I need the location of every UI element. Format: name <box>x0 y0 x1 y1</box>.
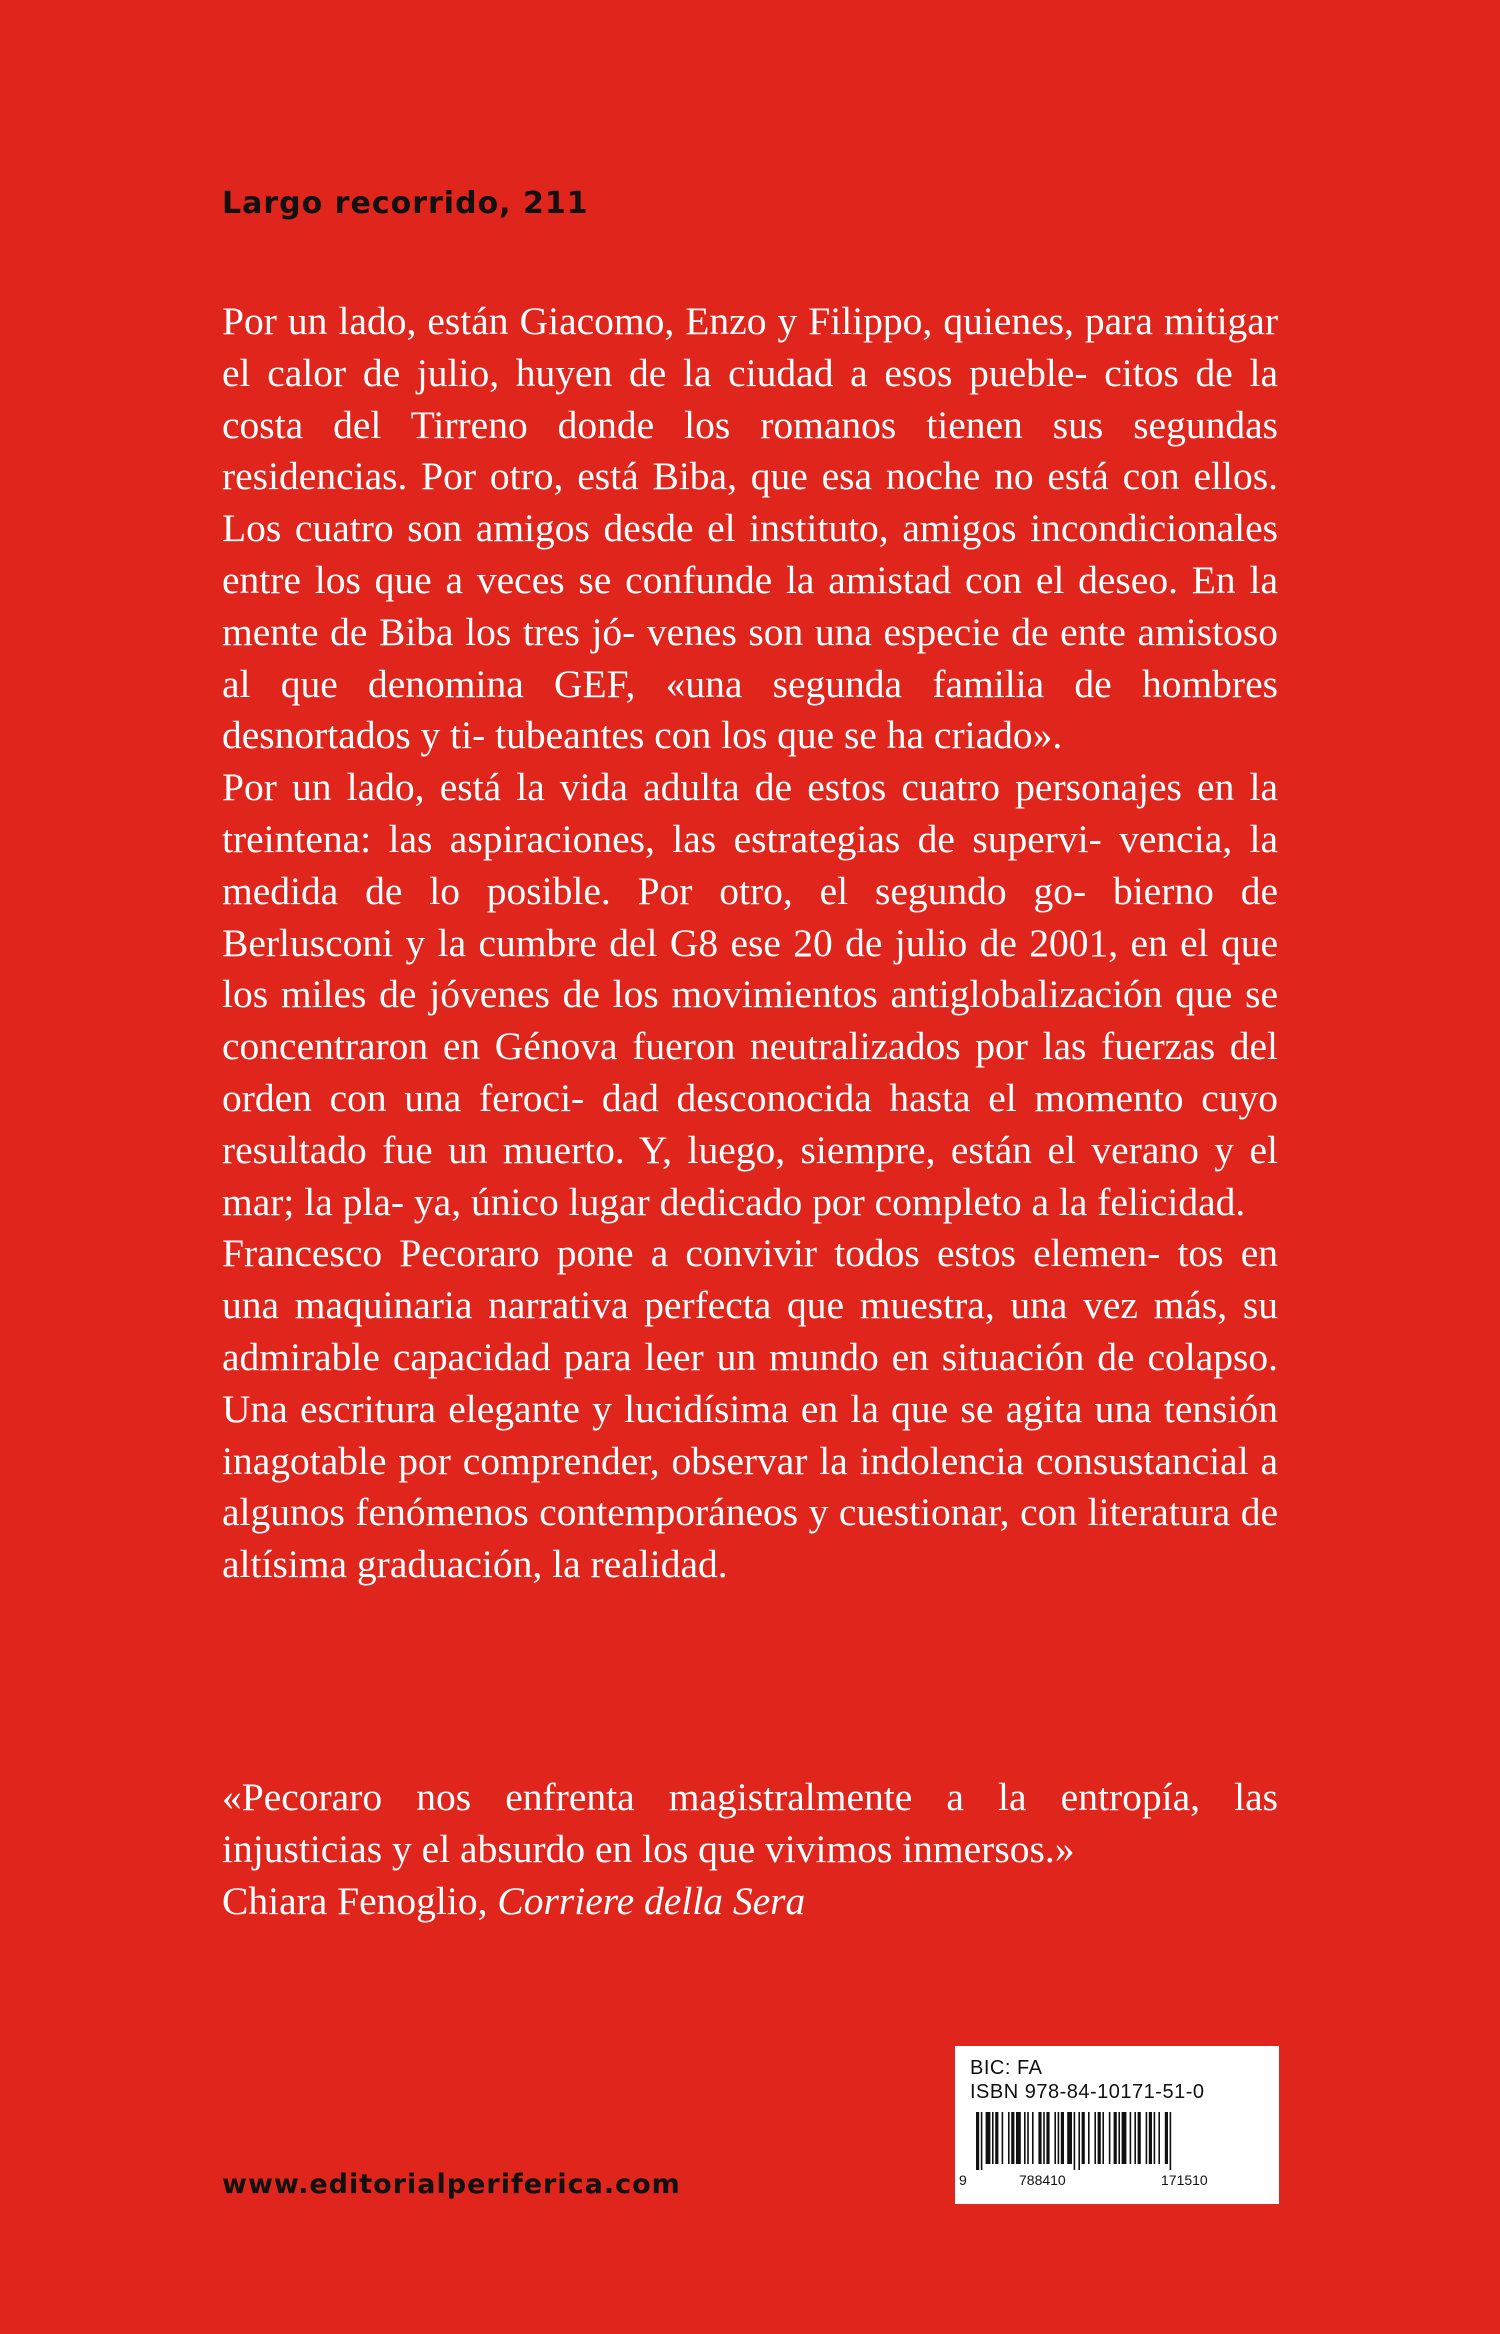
barcode-bar <box>1074 2112 1076 2170</box>
barcode-bar <box>976 2112 979 2170</box>
barcode-bar <box>1046 2112 1049 2164</box>
barcode-bar <box>1094 2112 1096 2164</box>
barcode-bar <box>1088 2112 1090 2164</box>
bic-code: BIC: FA <box>970 2057 1043 2079</box>
barcode-digit-group-1: 788410 <box>1019 2172 1066 2188</box>
synopsis-paragraph-2: Por un lado, está la vida adulta de estos cuatro personajes en la treintena: las aspiraciones, las estrategias de supervi- vencia, la medida de lo posible. Por otro, el segundo go- bierno de Berlusconi y la cumbre del G8 ese 20 de julio de 2001, en el que los miles de jóvenes de los movimientos antiglobalización que se concentraron en Génova fueron neutralizados por las fuerzas del orden con una feroci- dad desconocida hasta el momento cuyo resultado fue un muerto. Y, luego, siempre, están el verano y el mar; la pla- ya, único lugar dedicado por completo a la felicidad. <box>222 765 1278 1224</box>
barcode-bar <box>1149 2112 1152 2164</box>
barcode-bar <box>1067 2112 1072 2164</box>
barcode-digit-group-2: 171510 <box>1161 2172 1208 2188</box>
isbn-number: ISBN 978-84-10171-51-0 <box>970 2081 1205 2103</box>
barcode-digit-first: 9 <box>959 2172 967 2188</box>
barcode-bar <box>1043 2112 1045 2164</box>
barcode-bar <box>981 2112 983 2170</box>
barcode-bar <box>1038 2112 1041 2164</box>
barcode-bar <box>1118 2112 1120 2164</box>
barcode-bar <box>1024 2112 1026 2164</box>
quote-publication: Corriere della Sera <box>497 1878 806 1923</box>
barcode-bar <box>1002 2112 1004 2164</box>
barcode-bar <box>1109 2112 1111 2164</box>
barcode-bar <box>1027 2112 1029 2164</box>
barcode-bar <box>1165 2112 1168 2164</box>
quote-source <box>222 1876 1278 1928</box>
barcode-bar <box>1138 2112 1141 2164</box>
series-line: Largo recorrido, 211 <box>222 186 589 221</box>
barcode-bar <box>1054 2112 1056 2164</box>
barcode-label <box>955 2046 1279 2204</box>
synopsis-paragraph-1: Por un lado, están Giacomo, Enzo y Filippo, quienes, para mitigar el calor de julio, huyen de la ciudad a esos pueble- citos de la costa del Tirreno donde los romanos tienen sus segundas residencias. Por otro, está Biba, que esa noche no está con ellos. Los cuatro son amigos desde el instituto, amigos incondicionales entre los que a veces se confunde la amistad con el deseo. En la mente de Biba los tres jó- venes son una especie de ente amistoso al que denomina GEF, «una segunda familia de hombres desnortados y ti- tubeantes con los que se ha criado». <box>222 299 1278 758</box>
barcode-bar <box>1130 2112 1132 2164</box>
review-quote <box>222 1772 1278 1927</box>
barcode-bar <box>1008 2112 1010 2164</box>
barcode-bar <box>1134 2112 1136 2164</box>
barcode-bar <box>992 2112 994 2164</box>
barcode-bar <box>1078 2112 1080 2170</box>
barcode-bar <box>995 2112 998 2164</box>
barcode-bars <box>970 2112 1260 2170</box>
barcode-bar <box>1158 2112 1160 2164</box>
synopsis <box>222 296 1278 1591</box>
barcode-bar <box>1011 2112 1014 2164</box>
barcode-bar <box>1082 2112 1085 2164</box>
barcode-bar <box>986 2112 991 2164</box>
barcode-bar <box>1098 2112 1101 2164</box>
barcode-bar <box>1058 2112 1060 2164</box>
barcode-bar <box>1016 2112 1021 2164</box>
barcode-bar <box>1146 2112 1148 2164</box>
publisher-website: www.editorialperiferica.com <box>222 2169 681 2200</box>
barcode-bar <box>1102 2112 1104 2164</box>
barcode-bar <box>1170 2112 1172 2170</box>
synopsis-paragraph-3: Francesco Pecoraro pone a convivir todos estos elemen- tos en una maquinaria narrativa perfecta que muestra, una vez más, su admirable capacidad para leer un mundo en situación de colapso. Una escritura elegante y lucidísima en la que se agita una tensión inagotable por comprender, observar la indolencia consustancial a algunos fenómenos contemporáneos y cuestionar, con literatura de altísima graduación, la realidad. <box>222 1231 1278 1587</box>
barcode-bar <box>1122 2112 1127 2164</box>
barcode-bar <box>1061 2112 1064 2164</box>
barcode-bar <box>1154 2112 1156 2164</box>
barcode-bar <box>1032 2112 1034 2164</box>
barcode-bar <box>1114 2112 1117 2164</box>
quote-author: Chiara Fenoglio, <box>222 1878 498 1923</box>
quote-text: «Pecoraro nos enfrenta magistralmente a la entropía, las injusticias y el absurdo en los que vivimos inmersos.» <box>222 1775 1278 1871</box>
